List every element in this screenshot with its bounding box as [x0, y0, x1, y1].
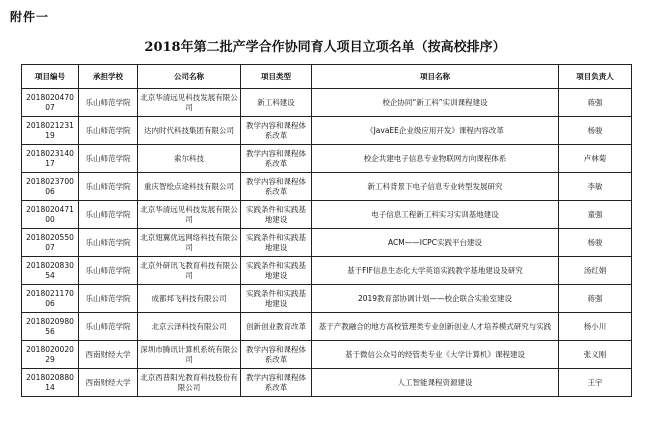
cell-company: 重庆智绘点途科技有限公司	[138, 173, 241, 201]
cell-project-type: 教学内容和课程体系改革	[241, 117, 312, 145]
cell-project-name: 《JavaEE企业级应用开发》课程内容改革	[312, 117, 559, 145]
header-company: 公司名称	[138, 65, 241, 89]
table-row	[22, 229, 632, 257]
cell-project-name: 校企共建电子信息专业物联网方向课程体系	[312, 145, 559, 173]
cell-project-lead: 杨骏	[559, 117, 632, 145]
table-row	[22, 201, 632, 229]
cell-company: 北京云泽科技有限公司	[138, 313, 241, 341]
header-school: 承担学校	[79, 65, 138, 89]
cell-project-id: 201802002029	[22, 341, 79, 369]
cell-project-type: 教学内容和课程体系改革	[241, 369, 312, 397]
cell-company: 成都邦飞科技有限公司	[138, 285, 241, 313]
cell-school: 乐山师范学院	[79, 89, 138, 117]
cell-project-name: ACM——ICPC实践平台建设	[312, 229, 559, 257]
cell-project-id: 201802098056	[22, 313, 79, 341]
cell-school: 乐山师范学院	[79, 313, 138, 341]
header-project-type: 项目类型	[241, 65, 312, 89]
cell-project-id: 201802314017	[22, 145, 79, 173]
cell-project-name: 2019教育部协调计划——校企联合实验室建设	[312, 285, 559, 313]
cell-company: 索尔科技	[138, 145, 241, 173]
cell-project-id: 201802047100	[22, 201, 79, 229]
cell-project-lead: 蒋强	[559, 89, 632, 117]
cell-company: 北京西普阳光教育科技股份有限公司	[138, 369, 241, 397]
cell-project-lead: 蒋强	[559, 285, 632, 313]
page-title: 2018年第二批产学合作协同育人项目立项名单（按高校排序）	[144, 40, 506, 55]
cell-school: 乐山师范学院	[79, 285, 138, 313]
table-row	[22, 369, 632, 397]
cell-company: 北京外研讯飞教育科技有限公司	[138, 257, 241, 285]
cell-school: 乐山师范学院	[79, 117, 138, 145]
cell-project-id: 201802088014	[22, 369, 79, 397]
cell-project-type: 新工科建设	[241, 89, 312, 117]
cell-company: 达内时代科技集团有限公司	[138, 117, 241, 145]
cell-project-name: 基于产教融合的地方高校管理类专业创新创业人才培养模式研究与实践	[312, 313, 559, 341]
table-row	[22, 285, 632, 313]
cell-company: 深圳市腾讯计算机系统有限公司	[138, 341, 241, 369]
cell-project-lead: 张义刚	[559, 341, 632, 369]
cell-project-name: 基于FIF信息生态化大学英语实践教学基地建设及研究	[312, 257, 559, 285]
cell-project-id: 201802370006	[22, 173, 79, 201]
table-header-row	[22, 65, 632, 89]
cell-project-name: 电子信息工程新工科实习实训基地建设	[312, 201, 559, 229]
cell-project-type: 实践条件和实践基地建设	[241, 257, 312, 285]
cell-school: 西南财经大学	[79, 369, 138, 397]
cell-project-id: 201802055007	[22, 229, 79, 257]
cell-company: 北京华清远见科技发展有限公司	[138, 201, 241, 229]
cell-company: 北京华清远见科技发展有限公司	[138, 89, 241, 117]
header-project-lead: 项目负责人	[559, 65, 632, 89]
cell-project-type: 实践条件和实践基地建设	[241, 201, 312, 229]
cell-project-lead: 卢林菊	[559, 145, 632, 173]
attachment-label: 附件一	[10, 10, 50, 24]
table-row	[22, 257, 632, 285]
table-row	[22, 145, 632, 173]
cell-project-name: 基于微信公众号的经管类专业《大学计算机》课程建设	[312, 341, 559, 369]
table-row	[22, 341, 632, 369]
project-list-table	[21, 64, 632, 397]
cell-project-lead: 童强	[559, 201, 632, 229]
cell-project-type: 教学内容和课程体系改革	[241, 145, 312, 173]
cell-project-type: 实践条件和实践基地建设	[241, 229, 312, 257]
header-project-name: 项目名称	[312, 65, 559, 89]
cell-project-id: 201802047007	[22, 89, 79, 117]
cell-project-name: 新工科背景下电子信息专业转型发展研究	[312, 173, 559, 201]
cell-project-lead: 杨骏	[559, 229, 632, 257]
cell-project-name: 人工智能课程资源建设	[312, 369, 559, 397]
cell-project-type: 教学内容和课程体系改革	[241, 341, 312, 369]
header-project-id: 项目编号	[22, 65, 79, 89]
cell-project-id: 201802083054	[22, 257, 79, 285]
table-row	[22, 173, 632, 201]
cell-school: 乐山师范学院	[79, 145, 138, 173]
cell-project-id: 201802123119	[22, 117, 79, 145]
cell-school: 乐山师范学院	[79, 173, 138, 201]
cell-school: 西南财经大学	[79, 341, 138, 369]
table-row	[22, 313, 632, 341]
cell-project-type: 实践条件和实践基地建设	[241, 285, 312, 313]
table-row	[22, 89, 632, 117]
cell-project-type: 教学内容和课程体系改革	[241, 173, 312, 201]
cell-company: 北京翅翼优远网络科技有限公司	[138, 229, 241, 257]
cell-project-type: 创新创业教育改革	[241, 313, 312, 341]
cell-project-id: 201802117006	[22, 285, 79, 313]
cell-school: 乐山师范学院	[79, 201, 138, 229]
table-row	[22, 117, 632, 145]
cell-project-name: 校企协同“新工科”实训课程建设	[312, 89, 559, 117]
cell-project-lead: 汤红娟	[559, 257, 632, 285]
cell-school: 乐山师范学院	[79, 257, 138, 285]
cell-project-lead: 李敏	[559, 173, 632, 201]
cell-school: 乐山师范学院	[79, 229, 138, 257]
cell-project-lead: 杨小川	[559, 313, 632, 341]
cell-project-lead: 王宇	[559, 369, 632, 397]
